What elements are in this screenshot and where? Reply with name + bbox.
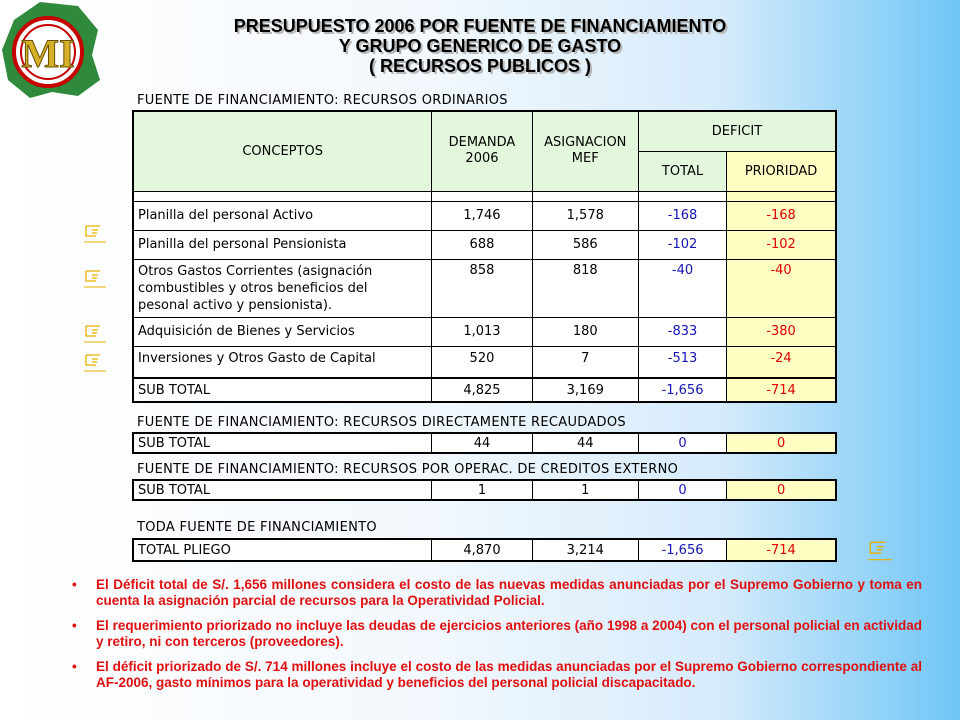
row-concepto: Planilla del personal Pensionista	[133, 230, 432, 259]
table-row	[133, 346, 836, 378]
row-demanda: 1,746	[432, 201, 532, 230]
row-deficit-total: -833	[638, 317, 726, 346]
note-text: El requerimiento priorizado no incluye las deudas de ejercicios anteriores (año 1998 a 2004) con el personal policial en actividad y retiro, ni con terceros (proveedores).	[96, 618, 922, 649]
row-deficit-prioridad: -24	[727, 346, 836, 378]
subtotal-asignacion: 3,169	[532, 378, 638, 402]
row-deficit-total: -102	[638, 230, 726, 259]
row-asignacion: 7	[532, 346, 638, 378]
row-asignacion: 586	[532, 230, 638, 259]
pointing-hand-icon	[84, 222, 106, 246]
row-concepto: Adquisición de Bienes y Servicios	[133, 317, 432, 346]
page-title	[175, 16, 785, 76]
directamente-recaudados-table	[132, 432, 837, 454]
total-label: TOTAL PLIEGO	[133, 539, 432, 561]
subtotal-deficit-total: 0	[638, 480, 726, 500]
header-demanda: DEMANDA 2006	[432, 111, 532, 191]
row-demanda: 1,013	[432, 317, 532, 346]
creditos-externo-table	[132, 479, 837, 501]
note-text: El Déficit total de S/. 1,656 millones considera el costo de las nuevas medidas anunciadas por el Supremo Gobierno y toma en cuenta la asignación parcial de recursos para la Operatividad Policial.	[96, 577, 922, 608]
recursos-ordinarios-table	[132, 110, 837, 403]
total-deficit-prioridad: -714	[727, 539, 836, 561]
subtotal-demanda: 1	[432, 480, 532, 500]
subtotal-label: SUB TOTAL	[133, 433, 432, 453]
row-deficit-total: -40	[638, 259, 726, 317]
row-deficit-prioridad: -168	[727, 201, 836, 230]
subtotal-row	[133, 378, 836, 402]
total-demanda: 4,870	[432, 539, 532, 561]
table-row	[133, 317, 836, 346]
section-label-directamente-recaudados: FUENTE DE FINANCIAMIENTO: RECURSOS DIRECTAMENTE RECAUDADOS	[137, 415, 626, 430]
total-deficit-total: -1,656	[638, 539, 726, 561]
table-row	[133, 201, 836, 230]
bullet-glyph: •	[72, 618, 77, 633]
row-concepto: Otros Gastos Corrientes (asignación combustibles y otros beneficios del pesonal activo y pensionista).	[133, 259, 432, 317]
row-deficit-total: -168	[638, 201, 726, 230]
subtotal-deficit-prioridad: 0	[727, 480, 836, 500]
title-line-3: ( RECURSOS PUBLICOS )	[368, 56, 591, 76]
row-asignacion: 1,578	[532, 201, 638, 230]
subtotal-deficit-prioridad: 0	[727, 433, 836, 453]
bullet-glyph: •	[72, 659, 77, 674]
row-deficit-prioridad: -102	[727, 230, 836, 259]
row-concepto: Inversiones y Otros Gasto de Capital	[133, 346, 432, 378]
note-text: El déficit priorizado de S/. 714 millones incluye el costo de las medidas anunciadas por el Supremo Gobierno correspondiente al AF-2006, gasto mínimos para la operatividad y beneficios del personal policial discapacitado.	[96, 659, 922, 690]
subtotal-deficit-total: 0	[638, 433, 726, 453]
subtotal-demanda: 4,825	[432, 378, 532, 402]
ministry-logo	[0, 0, 100, 100]
row-deficit-prioridad: -40	[727, 259, 836, 317]
row-concepto: Planilla del personal Activo	[133, 201, 432, 230]
total-pliego-table	[132, 538, 837, 562]
pointing-hand-icon	[84, 351, 106, 375]
header-deficit: DEFICIT	[638, 111, 836, 151]
pointing-hand-icon	[84, 322, 106, 346]
row-asignacion: 180	[532, 317, 638, 346]
title-line-2: Y GRUPO GENERICO DE GASTO	[338, 36, 622, 56]
header-conceptos: CONCEPTOS	[133, 111, 432, 191]
title-line-1: PRESUPUESTO 2006 POR FUENTE DE FINANCIAMIENTO	[233, 16, 727, 36]
header-total: TOTAL	[638, 151, 726, 191]
subtotal-label: SUB TOTAL	[133, 480, 432, 500]
row-demanda: 688	[432, 230, 532, 259]
section-label-toda-fuente: TODA FUENTE DE FINANCIAMIENTO	[137, 520, 377, 535]
subtotal-demanda: 44	[432, 433, 532, 453]
row-deficit-prioridad: -380	[727, 317, 836, 346]
pointing-hand-icon	[84, 267, 106, 291]
subtotal-label: SUB TOTAL	[133, 378, 432, 402]
subtotal-row	[133, 433, 836, 453]
logo-text: MI	[21, 31, 75, 76]
bullet-glyph: •	[72, 577, 77, 592]
total-row	[133, 539, 836, 561]
subtotal-row	[133, 480, 836, 500]
list-item	[72, 577, 922, 609]
subtotal-deficit-total: -1,656	[638, 378, 726, 402]
row-demanda: 858	[432, 259, 532, 317]
subtotal-asignacion: 44	[532, 433, 638, 453]
list-item	[72, 659, 922, 691]
table-row	[133, 230, 836, 259]
section-label-recursos-ordinarios: FUENTE DE FINANCIAMIENTO: RECURSOS ORDINARIOS	[137, 93, 508, 108]
subtotal-deficit-prioridad: -714	[727, 378, 836, 402]
section-label-creditos-externo: FUENTE DE FINANCIAMIENTO: RECURSOS POR OPERAC. DE CREDITOS EXTERNO	[137, 462, 679, 477]
row-demanda: 520	[432, 346, 532, 378]
row-asignacion: 818	[532, 259, 638, 317]
notes-list	[72, 577, 922, 700]
list-item	[72, 618, 922, 650]
header-prioridad: PRIORIDAD	[727, 151, 836, 191]
row-deficit-total: -513	[638, 346, 726, 378]
table-row	[133, 259, 836, 317]
subtotal-asignacion: 1	[532, 480, 638, 500]
pointing-hand-icon	[868, 538, 892, 564]
header-asignacion: ASIGNACION MEF	[532, 111, 638, 191]
total-asignacion: 3,214	[532, 539, 638, 561]
